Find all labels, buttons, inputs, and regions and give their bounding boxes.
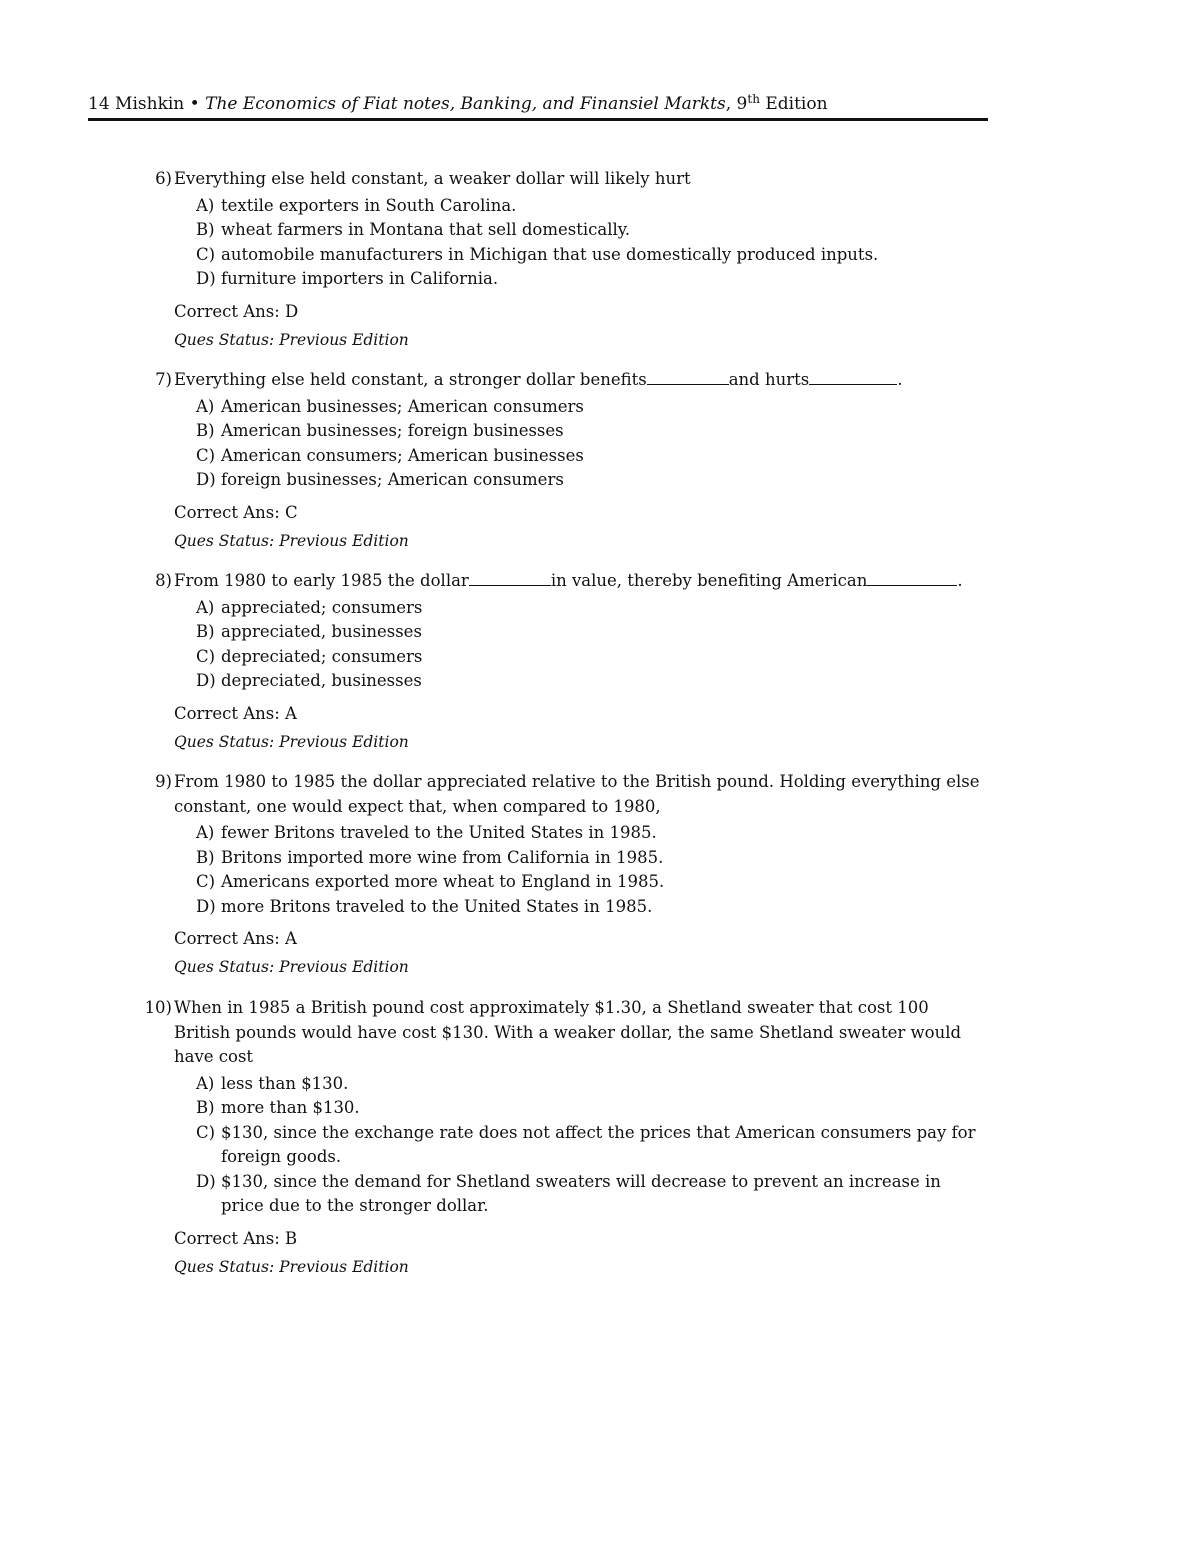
correct-answer: Correct Ans: C bbox=[174, 502, 298, 522]
question-number: 6) bbox=[155, 169, 172, 188]
option-text: foreign businesses; American consumers bbox=[221, 470, 564, 489]
option-label: A) bbox=[196, 1073, 215, 1093]
option-a bbox=[196, 821, 980, 846]
answer-options bbox=[196, 821, 980, 919]
option-text: more than $130. bbox=[221, 1098, 360, 1117]
option-a bbox=[196, 596, 980, 621]
option-text: Britons imported more wine from California in 1985. bbox=[221, 847, 664, 867]
correct-answer: Correct Ans: D bbox=[174, 301, 299, 321]
option-text: appreciated; consumers bbox=[221, 597, 423, 617]
option-label: D) bbox=[196, 896, 216, 916]
option-label: C) bbox=[196, 872, 216, 891]
answer-options bbox=[196, 194, 980, 292]
option-label: B) bbox=[196, 421, 215, 440]
option-d bbox=[196, 1170, 980, 1219]
question-text-end: . bbox=[957, 571, 963, 590]
option-label: D) bbox=[196, 269, 216, 288]
option-text: American consumers; American businesses bbox=[221, 445, 584, 465]
question-status: Ques Status: Previous Edition bbox=[174, 732, 409, 751]
option-d bbox=[196, 267, 980, 292]
option-c bbox=[196, 1121, 980, 1170]
edition-suffix: th bbox=[747, 92, 760, 106]
option-a bbox=[196, 194, 980, 219]
option-d bbox=[196, 468, 980, 493]
option-c bbox=[196, 870, 980, 895]
option-text: depreciated; consumers bbox=[221, 646, 423, 666]
question-text-cont: in value, thereby benefiting American bbox=[550, 571, 868, 590]
question-text-end: . bbox=[897, 370, 903, 389]
option-text: less than $130. bbox=[221, 1073, 349, 1093]
fill-in-blank bbox=[809, 370, 897, 385]
question-7 bbox=[140, 368, 980, 552]
fill-in-blank bbox=[867, 571, 957, 586]
answer-options bbox=[196, 1072, 980, 1219]
question-number: 7) bbox=[155, 370, 172, 389]
edition-number: 9 bbox=[736, 94, 748, 114]
option-label: D) bbox=[196, 671, 216, 690]
option-label: C) bbox=[196, 445, 216, 465]
option-label: B) bbox=[196, 622, 215, 641]
option-label: C) bbox=[196, 646, 216, 666]
option-c bbox=[196, 444, 980, 469]
option-b bbox=[196, 218, 980, 243]
book-title: The Economics of Fiat notes, Banking, and Finansiel Markts bbox=[205, 94, 726, 114]
option-d bbox=[196, 669, 980, 694]
question-text-cont: and hurts bbox=[728, 370, 810, 389]
question-10 bbox=[140, 996, 980, 1278]
option-b bbox=[196, 846, 980, 871]
question-number: 9) bbox=[155, 772, 172, 791]
header-separator: • bbox=[189, 94, 200, 114]
question-status: Ques Status: Previous Edition bbox=[174, 958, 409, 976]
option-text: Americans exported more wheat to England in 1985. bbox=[221, 872, 665, 891]
option-label: D) bbox=[196, 1171, 216, 1191]
option-text: $130, since the exchange rate does not affect the prices that American consumers pay for foreign goods. bbox=[221, 1122, 976, 1166]
option-text: textile exporters in South Carolina. bbox=[221, 195, 517, 215]
question-stem bbox=[140, 569, 980, 594]
option-a bbox=[196, 395, 980, 420]
fill-in-blank bbox=[469, 571, 551, 586]
option-c bbox=[196, 243, 980, 268]
question-6 bbox=[140, 167, 980, 351]
question-text: Everything else held constant, a weaker dollar will likely hurt bbox=[174, 169, 691, 188]
option-text: furniture importers in California. bbox=[221, 269, 499, 288]
option-label: A) bbox=[196, 597, 215, 617]
option-label: B) bbox=[196, 1098, 215, 1117]
question-stem bbox=[140, 368, 980, 393]
question-status: Ques Status: Previous Edition bbox=[174, 330, 409, 349]
option-label: C) bbox=[196, 244, 216, 264]
answer-options bbox=[196, 596, 980, 694]
question-number: 8) bbox=[155, 571, 172, 590]
option-label: B) bbox=[196, 847, 215, 867]
question-9 bbox=[140, 770, 980, 978]
option-b bbox=[196, 620, 980, 645]
option-text: American businesses; foreign businesses bbox=[221, 421, 564, 440]
option-text: more Britons traveled to the United States in 1985. bbox=[221, 896, 653, 916]
option-text: automobile manufacturers in Michigan that use domestically produced inputs. bbox=[221, 244, 879, 264]
edition-word: Edition bbox=[765, 94, 828, 114]
question-text: When in 1985 a British pound cost approximately $1.30, a Shetland sweater that cost 100 British pounds would have cost $130. With a weaker dollar, the same Shetland sweater would have cost bbox=[174, 998, 962, 1066]
question-stem bbox=[140, 996, 980, 1070]
question-status: Ques Status: Previous Edition bbox=[174, 1257, 409, 1276]
option-label: A) bbox=[196, 195, 215, 215]
option-text: fewer Britons traveled to the United States in 1985. bbox=[221, 823, 657, 842]
author-name: Mishkin bbox=[115, 94, 185, 114]
option-label: A) bbox=[196, 823, 215, 842]
question-text: From 1980 to early 1985 the dollar bbox=[174, 571, 469, 590]
question-status: Ques Status: Previous Edition bbox=[174, 531, 409, 550]
page-header: 14 Mishkin • The Economics of Fiat notes, Banking, and Finansiel Markts, 9th Edition bbox=[88, 92, 988, 121]
correct-answer: Correct Ans: A bbox=[174, 703, 297, 723]
option-text: appreciated, businesses bbox=[221, 622, 422, 641]
option-label: C) bbox=[196, 1122, 216, 1142]
option-text: $130, since the demand for Shetland sweaters will decrease to prevent an increase in price due to the stronger dollar. bbox=[221, 1171, 941, 1215]
option-label: B) bbox=[196, 220, 215, 239]
question-stem bbox=[140, 167, 980, 192]
question-stem bbox=[140, 770, 980, 819]
option-b bbox=[196, 419, 980, 444]
correct-answer: Correct Ans: B bbox=[174, 1228, 298, 1248]
answer-options bbox=[196, 395, 980, 493]
question-8 bbox=[140, 569, 980, 753]
option-a bbox=[196, 1072, 980, 1097]
fill-in-blank bbox=[647, 370, 729, 385]
question-number: 10) bbox=[144, 998, 172, 1017]
question-text: Everything else held constant, a stronger dollar benefits bbox=[174, 370, 647, 389]
option-d bbox=[196, 895, 980, 920]
option-text: American businesses; American consumers bbox=[221, 396, 584, 416]
page-number: 14 bbox=[88, 94, 110, 114]
option-text: depreciated, businesses bbox=[221, 671, 422, 690]
option-label: A) bbox=[196, 396, 215, 416]
option-b bbox=[196, 1096, 980, 1121]
option-label: D) bbox=[196, 470, 216, 489]
question-text: From 1980 to 1985 the dollar appreciated relative to the British pound. Holding everything else constant, one would expect that, when compared to 1980, bbox=[174, 772, 980, 816]
option-c bbox=[196, 645, 980, 670]
option-text: wheat farmers in Montana that sell domestically. bbox=[221, 220, 631, 239]
correct-answer: Correct Ans: A bbox=[174, 929, 297, 948]
